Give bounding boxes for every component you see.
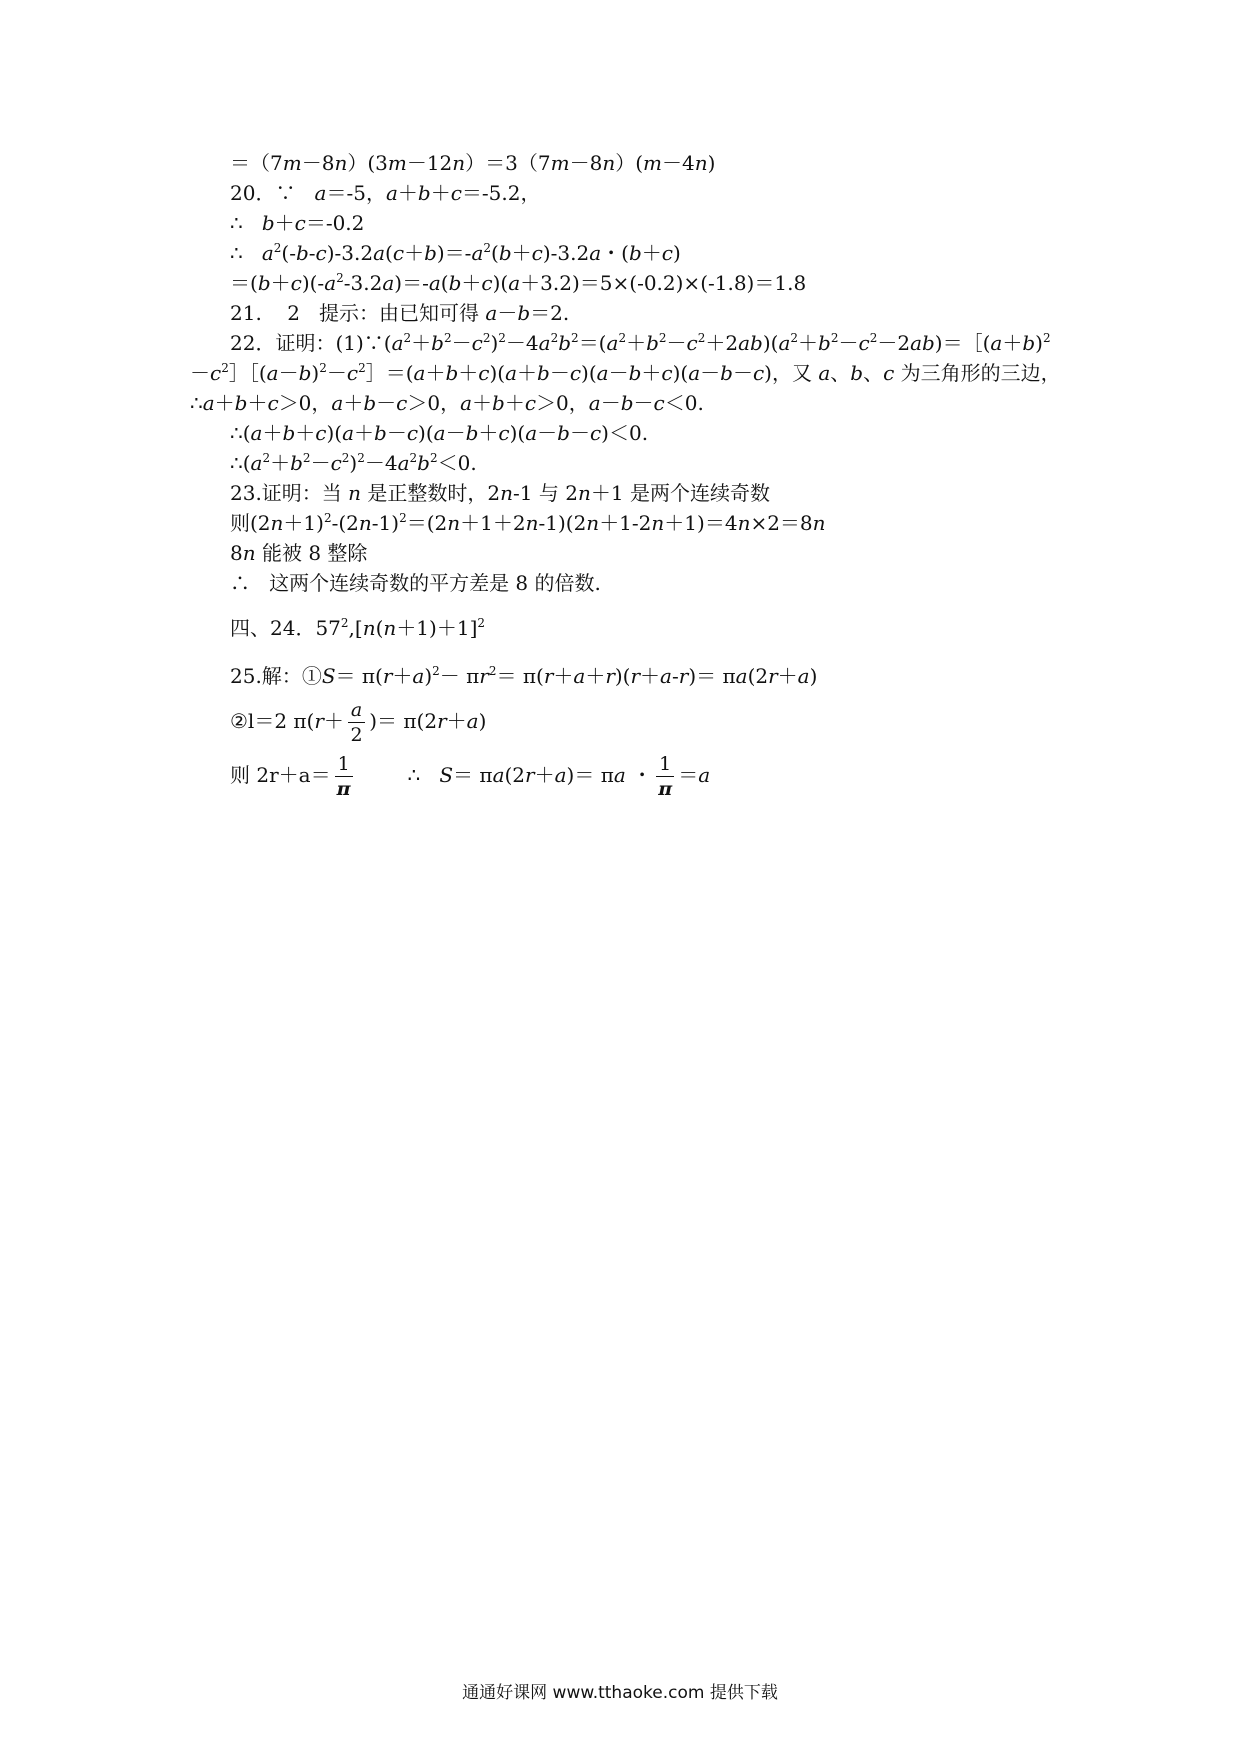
problem-22-proof-line2: $-c^2][(a-b)^2-c^2]=(a+b+c)(a+b-c)(a-b+c)(a-b-c)$，又 a、b、c 为三角形的三边， [190,361,1061,385]
problem-25-conclusion: 则 2r＋a＝ $\frac{1}{\pi}$ ∴ S＝ πa(2r＋a)＝ πa ・ $\frac{1}{\pi}$ ＝a [230,753,711,800]
problem-22-proof-line1: 22．证明：$(1)\because(a^2+b^2-c^2)^2-4a^2b^2=(a^2+b^2-c^2+2ab)(a^2+b^2-c^2-2ab)=[(a+b)^2$ [230,331,1051,355]
fraction-a-over-2: $\frac{a}{2}$ [348,698,365,747]
footer-source-note: 通通好课网 www.tthaoke.com 提供下载 [462,1683,778,1703]
problem-22-proof-conclusion: $\therefore(a^2+b^2-c^2)^2-4a^2b^2<0$. [230,451,477,475]
fraction-1-over-pi-2: $\frac{1}{\pi}$ [656,752,674,801]
problem-25-part2: ②l＝2 π(r＋ $\frac{a}{2}$ )＝ π(2r＋a) [230,699,487,746]
problem-23-proof-line1: 23.证明：当 n 是正整数时，2n-1 与 2n＋1 是两个连续奇数 [230,481,770,505]
problem-21-answer: 21. 2 提示：由已知可得 a－b＝2. [230,301,570,325]
problem-20-step2: ∴ $a^2(-b-c)-3.2a(c+b)=-a^2(b+c)-3.2a$・(b＋c) [230,241,681,265]
problem-20-step1: ∴ b＋c＝-0.2 [230,211,365,235]
problem-23-conclusion: ∴ 这两个连续奇数的平方差是 8 的倍数. [230,571,601,595]
problem-23-proof-line3: 8n 能被 8 整除 [230,541,368,565]
problem-22-proof-line3: ∴a＋b＋c＞0，a＋b－c＞0，a＋b＋c＞0，a－b－c＜0. [190,391,704,415]
problem-22-proof-line4: ∴(a＋b＋c)(a＋b－c)(a－b＋c)(a－b－c)＜0. [230,421,649,445]
problem-23-proof-line2: 则$(2n+1)^2-(2n-1)^2=(2n+1+2n-1)(2n+1-2n+1)=4n\times 2=8n$ [230,511,826,535]
problem-20-given: 20．∵ a＝-5，a＋b＋c＝-5.2， [230,181,541,205]
problem-20-result: $=(b+c)(-a^2-3.2a)=-a(b+c)(a+3.2)=5\times(-0.2)\times(-1.8)=1.8$ [230,271,807,295]
problem-24-answer: 四、24．$57^2,[n(n+1)+1]^2$ [230,616,486,640]
problem-25-part1: 25.解：①S＝ $\pi(r+a)^2- \pi r^2= \pi(r+a+r)(r+a-r)= \pi a(2r+a)$ [230,664,818,688]
fraction-1-over-pi: $\frac{1}{\pi}$ [335,752,353,801]
line-factor-result: ＝（7m－8n）(3m－12n）＝3（7m－8n）(m－4n) [230,151,716,175]
